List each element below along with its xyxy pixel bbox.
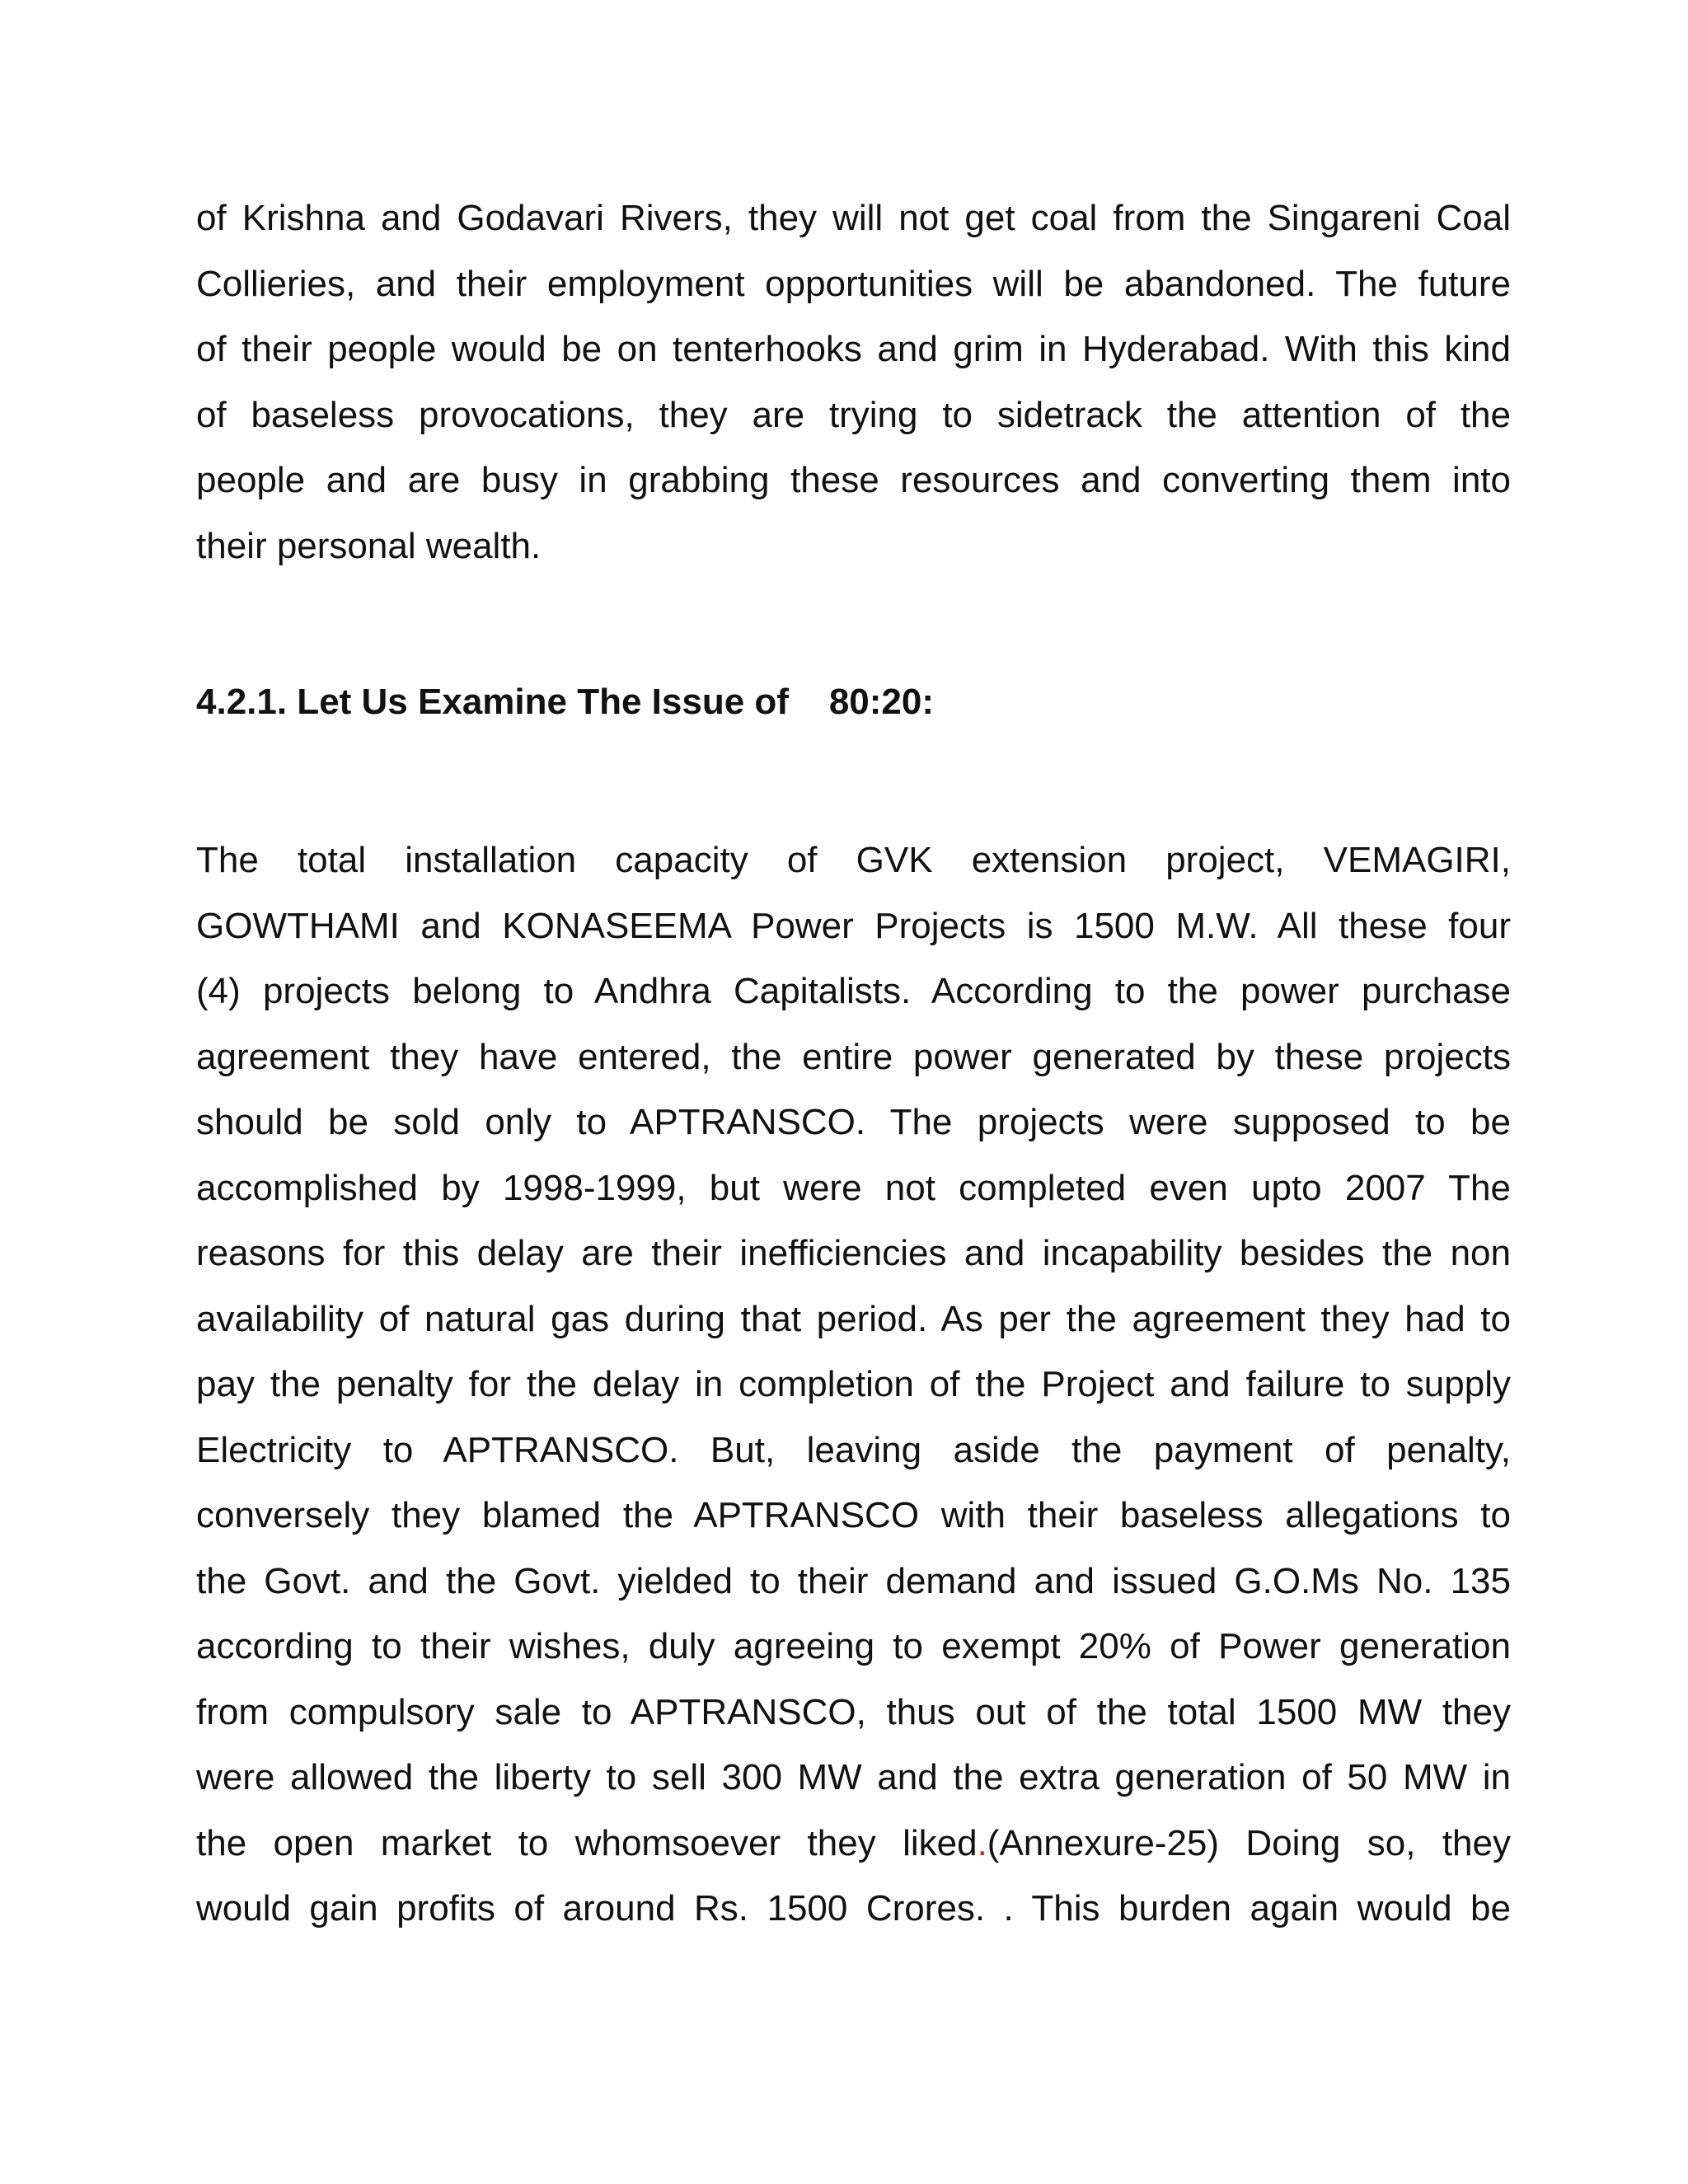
paragraph-line: accomplished by 1998-1999, but were not completed even upto 2007 The xyxy=(196,1167,1511,1208)
paragraph-line: from compulsory sale to APTRANSCO, thus out of the total 1500 MW they xyxy=(196,1691,1511,1732)
paragraph-line: Electricity to APTRANSCO. But, leaving aside the payment of penalty, xyxy=(196,1429,1511,1470)
paragraph-line: their personal wealth. xyxy=(196,525,542,566)
paragraph-line: conversely they blamed the APTRANSCO with their baseless allegations to xyxy=(196,1495,1511,1535)
paragraph-line: of Krishna and Godavari Rivers, they will not get coal from the Singareni Coal xyxy=(196,198,1511,238)
paragraph-body xyxy=(196,827,1511,1942)
paragraph-line: pay the penalty for the delay in completion of the Project and failure to supply xyxy=(196,1364,1511,1404)
paragraph-line-annexure xyxy=(196,1811,1511,1877)
paragraph-line: should be sold only to APTRANSCO. The projects were supposed to be xyxy=(196,1102,1511,1142)
line-text-before-dot: the open market to whomsoever they liked xyxy=(196,1822,978,1863)
paragraph-line: GOWTHAMI and KONASEEMA Power Projects is 1500 M.W. All these four xyxy=(196,905,1511,946)
paragraph-intro xyxy=(196,185,1511,579)
paragraph-line: agreement they have entered, the entire power generated by these projects xyxy=(196,1036,1511,1077)
paragraph-line: according to their wishes, duly agreeing to exempt 20% of Power generation xyxy=(196,1626,1511,1666)
paragraph-line: would gain profits of around Rs. 1500 Crores. . This burden again would be xyxy=(196,1888,1511,1929)
line-text-after-dot: (Annexure-25) Doing so, they xyxy=(987,1822,1511,1863)
paragraph-line: availability of natural gas during that period. As per the agreement they had to xyxy=(196,1298,1511,1339)
paragraph-line: reasons for this delay are their inefficiencies and incapability besides the non xyxy=(196,1233,1511,1273)
red-period-mark: . xyxy=(977,1822,987,1863)
paragraph-line: The total installation capacity of GVK extension project, VEMAGIRI, xyxy=(196,840,1511,880)
paragraph-line: the Govt. and the Govt. yielded to their demand and issued G.O.Ms No. 135 xyxy=(196,1560,1511,1601)
paragraph-line: were allowed the liberty to sell 300 MW and the extra generation of 50 MW in xyxy=(196,1757,1511,1797)
paragraph-line: of their people would be on tenterhooks and grim in Hyderabad. With this kind xyxy=(196,329,1511,369)
section-heading: 4.2.1. Let Us Examine The Issue of 80:20: xyxy=(196,682,935,722)
paragraph-line: people and are busy in grabbing these resources and converting them into xyxy=(196,460,1511,500)
paragraph-line: (4) projects belong to Andhra Capitalists. According to the power purchase xyxy=(196,971,1511,1011)
paragraph-line: Collieries, and their employment opportunities will be abandoned. The future xyxy=(196,263,1511,304)
paragraph-line: of baseless provocations, they are trying to sidetrack the attention of the xyxy=(196,394,1511,435)
